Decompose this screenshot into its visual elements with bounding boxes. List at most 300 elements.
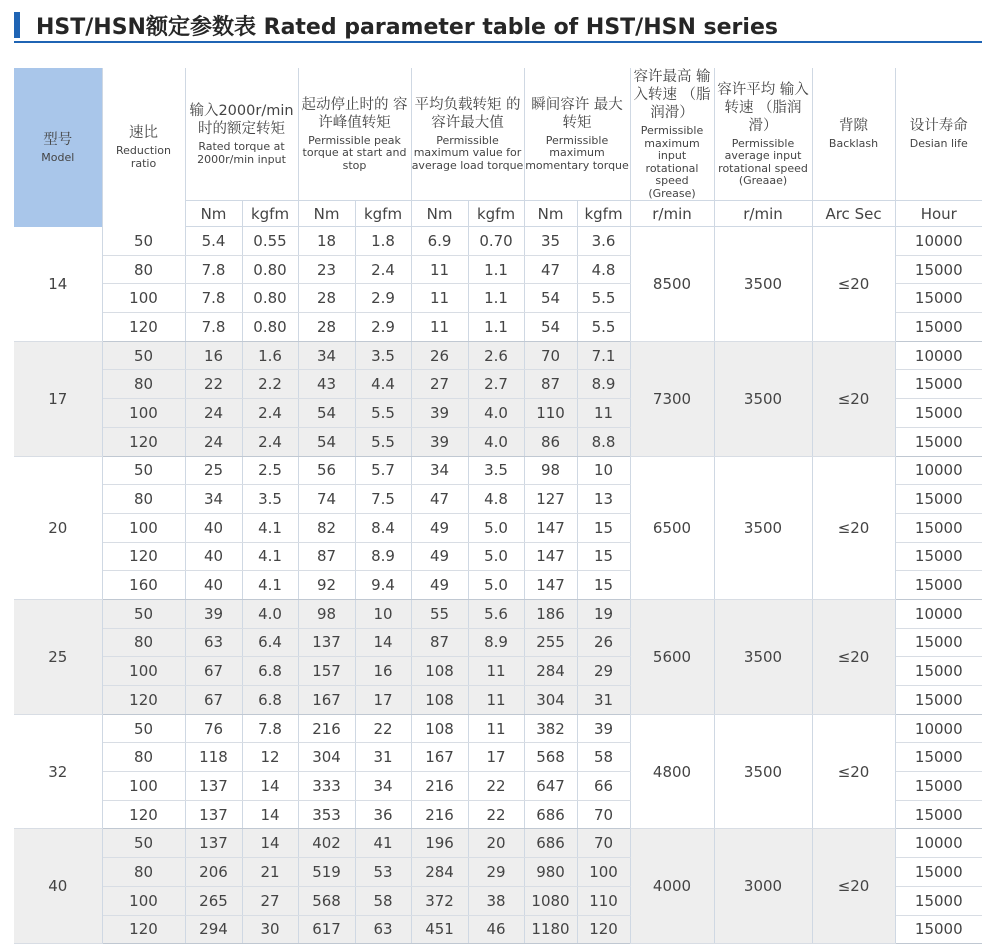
table-row xyxy=(14,714,982,743)
value-cell: 5.6 xyxy=(468,599,524,628)
backlash-cell: ≤20 xyxy=(812,714,895,829)
unit-cell: Nm xyxy=(185,201,242,227)
design-life-cell: 15000 xyxy=(895,513,982,542)
value-cell: 18 xyxy=(298,227,355,256)
value-cell: 54 xyxy=(298,399,355,428)
max-speed-cell: 8500 xyxy=(630,227,714,342)
value-cell: 1.1 xyxy=(468,284,524,313)
avg-speed-cell: 3500 xyxy=(714,227,812,342)
value-cell: 11 xyxy=(577,399,630,428)
value-cell: 7.8 xyxy=(242,714,298,743)
design-life-cell: 15000 xyxy=(895,571,982,600)
design-life-cell: 15000 xyxy=(895,915,982,944)
value-cell: 284 xyxy=(411,858,468,887)
unit-cell: kgfm xyxy=(355,201,411,227)
value-cell: 216 xyxy=(411,800,468,829)
value-cell: 16 xyxy=(355,657,411,686)
design-life-cell: 15000 xyxy=(895,284,982,313)
value-cell: 7.1 xyxy=(577,341,630,370)
value-cell: 2.4 xyxy=(355,255,411,284)
page-title: HST/HSN额定参数表 Rated parameter table of HST/HSN series xyxy=(36,15,778,40)
value-cell: 22 xyxy=(468,800,524,829)
value-cell: 4.0 xyxy=(242,599,298,628)
value-cell: 47 xyxy=(524,255,577,284)
ratio-cell: 80 xyxy=(102,255,185,284)
model-group xyxy=(14,599,982,714)
value-cell: 58 xyxy=(577,743,630,772)
model-group xyxy=(14,227,982,342)
value-cell: 0.55 xyxy=(242,227,298,256)
value-cell: 147 xyxy=(524,513,577,542)
value-cell: 34 xyxy=(185,485,242,514)
value-cell: 10 xyxy=(355,599,411,628)
value-cell: 451 xyxy=(411,915,468,944)
value-cell: 21 xyxy=(242,858,298,887)
value-cell: 54 xyxy=(298,427,355,456)
value-cell: 38 xyxy=(468,886,524,915)
design-life-cell: 10000 xyxy=(895,227,982,256)
value-cell: 34 xyxy=(355,772,411,801)
value-cell: 4.1 xyxy=(242,571,298,600)
title-bar xyxy=(14,8,982,42)
value-cell: 49 xyxy=(411,571,468,600)
value-cell: 70 xyxy=(524,341,577,370)
value-cell: 63 xyxy=(185,628,242,657)
value-cell: 39 xyxy=(185,599,242,628)
value-cell: 8.9 xyxy=(468,628,524,657)
value-cell: 29 xyxy=(577,657,630,686)
ratio-cell: 160 xyxy=(102,571,185,600)
value-cell: 5.5 xyxy=(577,284,630,313)
title-accent-mark xyxy=(14,12,20,38)
value-cell: 39 xyxy=(411,399,468,428)
value-cell: 100 xyxy=(577,858,630,887)
value-cell: 110 xyxy=(524,399,577,428)
value-cell: 35 xyxy=(524,227,577,256)
value-cell: 167 xyxy=(298,686,355,715)
value-cell: 8.9 xyxy=(355,542,411,571)
value-cell: 147 xyxy=(524,542,577,571)
ratio-cell: 120 xyxy=(102,800,185,829)
value-cell: 206 xyxy=(185,858,242,887)
value-cell: 67 xyxy=(185,657,242,686)
value-cell: 2.9 xyxy=(355,284,411,313)
value-cell: 4.4 xyxy=(355,370,411,399)
value-cell: 120 xyxy=(577,915,630,944)
model-cell: 25 xyxy=(14,599,102,714)
avg-speed-cell: 3500 xyxy=(714,714,812,829)
value-cell: 46 xyxy=(468,915,524,944)
value-cell: 5.5 xyxy=(355,427,411,456)
unit-cell: kgfm xyxy=(468,201,524,227)
ratio-cell: 120 xyxy=(102,427,185,456)
value-cell: 98 xyxy=(524,456,577,485)
value-cell: 1.1 xyxy=(468,255,524,284)
value-cell: 2.4 xyxy=(242,427,298,456)
value-cell: 108 xyxy=(411,657,468,686)
value-cell: 6.9 xyxy=(411,227,468,256)
ratio-cell: 100 xyxy=(102,886,185,915)
value-cell: 617 xyxy=(298,915,355,944)
value-cell: 2.7 xyxy=(468,370,524,399)
value-cell: 54 xyxy=(524,284,577,313)
value-cell: 40 xyxy=(185,571,242,600)
value-cell: 4.1 xyxy=(242,542,298,571)
design-life-cell: 15000 xyxy=(895,800,982,829)
value-cell: 17 xyxy=(355,686,411,715)
ratio-cell: 80 xyxy=(102,628,185,657)
ratio-cell: 50 xyxy=(102,456,185,485)
value-cell: 82 xyxy=(298,513,355,542)
value-cell: 11 xyxy=(411,255,468,284)
value-cell: 5.7 xyxy=(355,456,411,485)
avg-speed-cell: 3500 xyxy=(714,599,812,714)
value-cell: 5.4 xyxy=(185,227,242,256)
avg-speed-cell: 3500 xyxy=(714,456,812,599)
value-cell: 70 xyxy=(577,829,630,858)
value-cell: 167 xyxy=(411,743,468,772)
value-cell: 14 xyxy=(242,772,298,801)
value-cell: 41 xyxy=(355,829,411,858)
max-speed-cell: 6500 xyxy=(630,456,714,599)
value-cell: 49 xyxy=(411,542,468,571)
value-cell: 108 xyxy=(411,714,468,743)
backlash-cell: ≤20 xyxy=(812,227,895,342)
value-cell: 2.2 xyxy=(242,370,298,399)
value-cell: 31 xyxy=(355,743,411,772)
value-cell: 55 xyxy=(411,599,468,628)
value-cell: 284 xyxy=(524,657,577,686)
value-cell: 0.80 xyxy=(242,284,298,313)
value-cell: 255 xyxy=(524,628,577,657)
value-cell: 980 xyxy=(524,858,577,887)
value-cell: 7.5 xyxy=(355,485,411,514)
value-cell: 137 xyxy=(185,800,242,829)
value-cell: 0.80 xyxy=(242,313,298,342)
avg-speed-cell: 3000 xyxy=(714,829,812,944)
value-cell: 304 xyxy=(524,686,577,715)
value-cell: 14 xyxy=(355,628,411,657)
value-cell: 5.5 xyxy=(577,313,630,342)
value-cell: 7.8 xyxy=(185,284,242,313)
value-cell: 294 xyxy=(185,915,242,944)
value-cell: 157 xyxy=(298,657,355,686)
value-cell: 2.9 xyxy=(355,313,411,342)
value-cell: 66 xyxy=(577,772,630,801)
value-cell: 15 xyxy=(577,571,630,600)
value-cell: 2.5 xyxy=(242,456,298,485)
ratio-cell: 100 xyxy=(102,284,185,313)
value-cell: 265 xyxy=(185,886,242,915)
value-cell: 74 xyxy=(298,485,355,514)
value-cell: 56 xyxy=(298,456,355,485)
value-cell: 63 xyxy=(355,915,411,944)
header-peak-torque: 起动停止时的 容许峰值转矩 Permissible peak torque at start and stop xyxy=(298,68,411,201)
value-cell: 137 xyxy=(298,628,355,657)
value-cell: 519 xyxy=(298,858,355,887)
ratio-cell: 100 xyxy=(102,513,185,542)
value-cell: 5.0 xyxy=(468,513,524,542)
design-life-cell: 10000 xyxy=(895,714,982,743)
design-life-cell: 15000 xyxy=(895,313,982,342)
value-cell: 31 xyxy=(577,686,630,715)
value-cell: 1.8 xyxy=(355,227,411,256)
ratio-cell: 100 xyxy=(102,772,185,801)
value-cell: 14 xyxy=(242,800,298,829)
table-row xyxy=(14,341,982,370)
value-cell: 353 xyxy=(298,800,355,829)
value-cell: 67 xyxy=(185,686,242,715)
value-cell: 12 xyxy=(242,743,298,772)
value-cell: 6.8 xyxy=(242,686,298,715)
model-group xyxy=(14,341,982,456)
value-cell: 1.6 xyxy=(242,341,298,370)
header-model: 型号 Model xyxy=(14,68,102,227)
title-underline xyxy=(14,41,982,43)
model-cell: 32 xyxy=(14,714,102,829)
header-backlash: 背隙 Backlash xyxy=(812,68,895,201)
value-cell: 98 xyxy=(298,599,355,628)
value-cell: 24 xyxy=(185,399,242,428)
ratio-cell: 50 xyxy=(102,829,185,858)
value-cell: 686 xyxy=(524,829,577,858)
value-cell: 11 xyxy=(411,313,468,342)
value-cell: 40 xyxy=(185,542,242,571)
design-life-cell: 15000 xyxy=(895,772,982,801)
design-life-cell: 15000 xyxy=(895,858,982,887)
header-rated-torque: 输入2000r/min 时的额定转矩 Rated torque at 2000r/min input xyxy=(185,68,298,201)
header-momentary-torque: 瞬间容许 最大转矩 Permissible maximum momentary torque xyxy=(524,68,630,201)
value-cell: 118 xyxy=(185,743,242,772)
value-cell: 27 xyxy=(242,886,298,915)
value-cell: 53 xyxy=(355,858,411,887)
value-cell: 15 xyxy=(577,542,630,571)
value-cell: 4.0 xyxy=(468,427,524,456)
max-speed-cell: 4800 xyxy=(630,714,714,829)
value-cell: 4.8 xyxy=(577,255,630,284)
value-cell: 92 xyxy=(298,571,355,600)
value-cell: 7.8 xyxy=(185,313,242,342)
avg-speed-cell: 3500 xyxy=(714,341,812,456)
ratio-cell: 120 xyxy=(102,686,185,715)
value-cell: 568 xyxy=(524,743,577,772)
unit-cell: kgfm xyxy=(242,201,298,227)
value-cell: 26 xyxy=(577,628,630,657)
max-speed-cell: 5600 xyxy=(630,599,714,714)
design-life-cell: 15000 xyxy=(895,686,982,715)
value-cell: 4.0 xyxy=(468,399,524,428)
value-cell: 5.5 xyxy=(355,399,411,428)
design-life-cell: 15000 xyxy=(895,886,982,915)
value-cell: 137 xyxy=(185,829,242,858)
value-cell: 127 xyxy=(524,485,577,514)
unit-cell: r/min xyxy=(714,201,812,227)
unit-cell: kgfm xyxy=(577,201,630,227)
value-cell: 147 xyxy=(524,571,577,600)
model-group xyxy=(14,714,982,829)
value-cell: 0.70 xyxy=(468,227,524,256)
value-cell: 4.1 xyxy=(242,513,298,542)
value-cell: 39 xyxy=(577,714,630,743)
value-cell: 86 xyxy=(524,427,577,456)
value-cell: 8.4 xyxy=(355,513,411,542)
design-life-cell: 10000 xyxy=(895,341,982,370)
value-cell: 39 xyxy=(411,427,468,456)
value-cell: 2.4 xyxy=(242,399,298,428)
value-cell: 70 xyxy=(577,800,630,829)
ratio-cell: 80 xyxy=(102,485,185,514)
design-life-cell: 15000 xyxy=(895,657,982,686)
value-cell: 47 xyxy=(411,485,468,514)
value-cell: 22 xyxy=(185,370,242,399)
table-row xyxy=(14,599,982,628)
value-cell: 137 xyxy=(185,772,242,801)
table-row xyxy=(14,829,982,858)
value-cell: 26 xyxy=(411,341,468,370)
value-cell: 7.8 xyxy=(185,255,242,284)
value-cell: 40 xyxy=(185,513,242,542)
ratio-cell: 50 xyxy=(102,714,185,743)
value-cell: 87 xyxy=(411,628,468,657)
max-speed-cell: 7300 xyxy=(630,341,714,456)
ratio-cell: 100 xyxy=(102,399,185,428)
design-life-cell: 10000 xyxy=(895,599,982,628)
ratio-cell: 100 xyxy=(102,657,185,686)
value-cell: 1180 xyxy=(524,915,577,944)
value-cell: 87 xyxy=(524,370,577,399)
value-cell: 6.8 xyxy=(242,657,298,686)
value-cell: 216 xyxy=(411,772,468,801)
value-cell: 30 xyxy=(242,915,298,944)
header-design-life: 设计寿命 Desian life xyxy=(895,68,982,201)
value-cell: 10 xyxy=(577,456,630,485)
value-cell: 110 xyxy=(577,886,630,915)
ratio-cell: 80 xyxy=(102,370,185,399)
value-cell: 14 xyxy=(242,829,298,858)
value-cell: 17 xyxy=(468,743,524,772)
value-cell: 11 xyxy=(468,657,524,686)
value-cell: 22 xyxy=(468,772,524,801)
model-cell: 14 xyxy=(14,227,102,342)
value-cell: 34 xyxy=(411,456,468,485)
value-cell: 87 xyxy=(298,542,355,571)
value-cell: 15 xyxy=(577,513,630,542)
backlash-cell: ≤20 xyxy=(812,456,895,599)
model-cell: 17 xyxy=(14,341,102,456)
ratio-cell: 80 xyxy=(102,743,185,772)
value-cell: 58 xyxy=(355,886,411,915)
value-cell: 1080 xyxy=(524,886,577,915)
value-cell: 196 xyxy=(411,829,468,858)
unit-cell: r/min xyxy=(630,201,714,227)
value-cell: 372 xyxy=(411,886,468,915)
value-cell: 49 xyxy=(411,513,468,542)
table-row xyxy=(14,456,982,485)
design-life-cell: 15000 xyxy=(895,628,982,657)
model-cell: 40 xyxy=(14,829,102,944)
table-row xyxy=(14,227,982,256)
value-cell: 0.80 xyxy=(242,255,298,284)
value-cell: 20 xyxy=(468,829,524,858)
value-cell: 25 xyxy=(185,456,242,485)
design-life-cell: 15000 xyxy=(895,427,982,456)
unit-cell: Arc Sec xyxy=(812,201,895,227)
value-cell: 24 xyxy=(185,427,242,456)
value-cell: 8.8 xyxy=(577,427,630,456)
value-cell: 304 xyxy=(298,743,355,772)
value-cell: 186 xyxy=(524,599,577,628)
value-cell: 11 xyxy=(411,284,468,313)
ratio-cell: 50 xyxy=(102,341,185,370)
value-cell: 28 xyxy=(298,284,355,313)
rated-parameter-table xyxy=(14,68,982,944)
model-group xyxy=(14,456,982,599)
design-life-cell: 10000 xyxy=(895,829,982,858)
value-cell: 8.9 xyxy=(577,370,630,399)
value-cell: 108 xyxy=(411,686,468,715)
value-cell: 6.4 xyxy=(242,628,298,657)
value-cell: 54 xyxy=(524,313,577,342)
value-cell: 3.6 xyxy=(577,227,630,256)
value-cell: 76 xyxy=(185,714,242,743)
backlash-cell: ≤20 xyxy=(812,599,895,714)
backlash-cell: ≤20 xyxy=(812,829,895,944)
value-cell: 5.0 xyxy=(468,542,524,571)
value-cell: 216 xyxy=(298,714,355,743)
value-cell: 2.6 xyxy=(468,341,524,370)
value-cell: 402 xyxy=(298,829,355,858)
design-life-cell: 10000 xyxy=(895,456,982,485)
value-cell: 34 xyxy=(298,341,355,370)
value-cell: 36 xyxy=(355,800,411,829)
design-life-cell: 15000 xyxy=(895,542,982,571)
max-speed-cell: 4000 xyxy=(630,829,714,944)
value-cell: 27 xyxy=(411,370,468,399)
value-cell: 4.8 xyxy=(468,485,524,514)
header-max-input-speed: 容许最高 输入转速 （脂润滑） Permissible maximum input rotational speed (Grease) xyxy=(630,68,714,201)
header-average-load-torque: 平均负载转矩 的容许最大值 Permissible maximum value for average load torque xyxy=(411,68,524,201)
value-cell: 9.4 xyxy=(355,571,411,600)
ratio-cell: 50 xyxy=(102,227,185,256)
design-life-cell: 15000 xyxy=(895,399,982,428)
value-cell: 686 xyxy=(524,800,577,829)
value-cell: 11 xyxy=(468,714,524,743)
value-cell: 5.0 xyxy=(468,571,524,600)
design-life-cell: 15000 xyxy=(895,485,982,514)
value-cell: 29 xyxy=(468,858,524,887)
design-life-cell: 15000 xyxy=(895,370,982,399)
value-cell: 3.5 xyxy=(242,485,298,514)
value-cell: 16 xyxy=(185,341,242,370)
header-average-input-speed: 容许平均 输入转速 （脂润滑） Permissible average input rotational speed (Greaae) xyxy=(714,68,812,201)
value-cell: 647 xyxy=(524,772,577,801)
ratio-cell: 120 xyxy=(102,313,185,342)
unit-cell: Hour xyxy=(895,201,982,227)
model-cell: 20 xyxy=(14,456,102,599)
value-cell: 28 xyxy=(298,313,355,342)
unit-cell: Nm xyxy=(298,201,355,227)
value-cell: 568 xyxy=(298,886,355,915)
value-cell: 3.5 xyxy=(355,341,411,370)
value-cell: 11 xyxy=(468,686,524,715)
design-life-cell: 15000 xyxy=(895,743,982,772)
unit-cell: Nm xyxy=(411,201,468,227)
model-group xyxy=(14,829,982,944)
design-life-cell: 15000 xyxy=(895,255,982,284)
value-cell: 382 xyxy=(524,714,577,743)
value-cell: 23 xyxy=(298,255,355,284)
ratio-cell: 50 xyxy=(102,599,185,628)
